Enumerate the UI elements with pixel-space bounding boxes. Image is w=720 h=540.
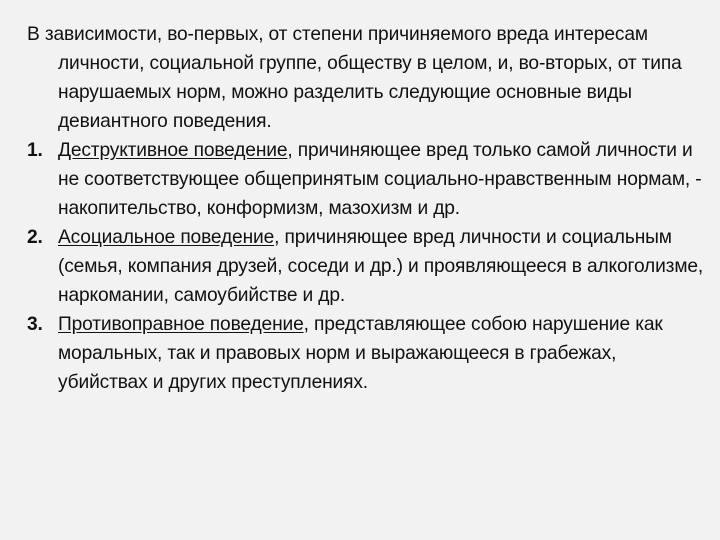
- list-item-term: Противоправное поведение: [58, 314, 304, 335]
- list-item: [27, 310, 707, 397]
- list-item-text: , представляющее собою нарушение как моральных, так и правовых норм и выражающееся в грабежах, убийствах и других преступлениях.: [58, 314, 663, 393]
- list-item-number: 3.: [27, 314, 43, 335]
- list-item-term: Асоциальное поведение: [58, 227, 275, 248]
- intro-paragraph: В зависимости, во-первых, от степени причиняемого вреда интересам личности, социальной группе, обществу в целом, и, во-вторых, от типа нарушаемых норм, можно разделить следующие основные виды девиантного поведения.: [27, 24, 682, 132]
- list-item-text: , причиняющее вред только самой личности и не соответствующее общепринятым социально-нравственным нормам, - накопительство, конформизм, мазохизм и др.: [58, 140, 702, 219]
- slide-body: [27, 20, 707, 397]
- list-item-number: 1.: [27, 140, 43, 161]
- list-item-text: , причиняющее вред личности и социальным (семья, компания друзей, соседи и др.) и проявляющееся в алкоголизме, наркомании, самоубийстве и др.: [58, 227, 704, 306]
- list-item: [27, 136, 707, 223]
- list-item-term: Деструктивное поведение: [58, 140, 288, 161]
- list-item-number: 2.: [27, 227, 43, 248]
- list-item: [27, 223, 707, 310]
